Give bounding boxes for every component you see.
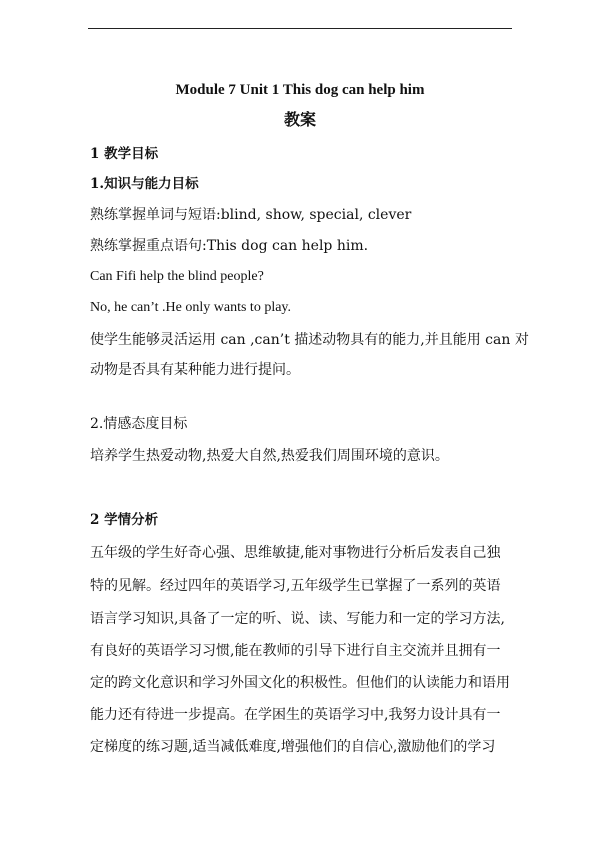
paragraph-line: 定梯度的练习题,适当减低难度,增强他们的自信心,激励他们的学习: [90, 739, 496, 755]
document-title: Module 7 Unit 1 This dog can help him: [175, 82, 425, 98]
paragraph-line: 熟练掌握单词与短语:blind, show, special, clever: [90, 207, 412, 223]
paragraph-line: 使学生能够灵活运用 can ,can’t 描述动物具有的能力,并且能用 can 对: [90, 332, 529, 348]
header-rule: [88, 28, 512, 29]
document-subtitle: 教案: [283, 110, 316, 129]
paragraph-line: 五年级的学生好奇心强、思维敏捷,能对事物进行分析后发表自己独: [90, 545, 501, 561]
paragraph-line: 能力还有待进一步提高。在学困生的英语学习中,我努力设计具有一: [90, 707, 501, 723]
section-2-heading: 2 学情分析: [90, 512, 159, 528]
paragraph-line: 定的跨文化意识和学习外国文化的积极性。但他们的认读能力和语用: [90, 675, 510, 691]
paragraph-line: 语言学习知识,具备了一定的听、说、读、写能力和一定的学习方法,: [90, 611, 505, 627]
paragraph-line: 动物是否具有某种能力进行提问。: [90, 362, 300, 378]
paragraph-line: 特的见解。经过四年的英语学习,五年级学生已掌握了一系列的英语: [90, 578, 501, 594]
section-1-heading: 1 教学目标: [90, 146, 159, 162]
paragraph-line: 熟练掌握重点语句:This dog can help him.: [90, 238, 369, 254]
section-1-2-heading: 2.情感态度目标: [90, 416, 188, 432]
paragraph-line: Can Fifi help the blind people?: [90, 269, 264, 284]
paragraph-line: No, he can’t .He only wants to play.: [90, 300, 292, 315]
section-1-1-heading: 1.知识与能力目标: [90, 176, 199, 192]
paragraph-line: 有良好的英语学习习惯,能在教师的引导下进行自主交流并且拥有一: [90, 643, 501, 659]
paragraph-line: 培养学生热爱动物,热爱大自然,热爱我们周围环境的意识。: [90, 448, 449, 464]
